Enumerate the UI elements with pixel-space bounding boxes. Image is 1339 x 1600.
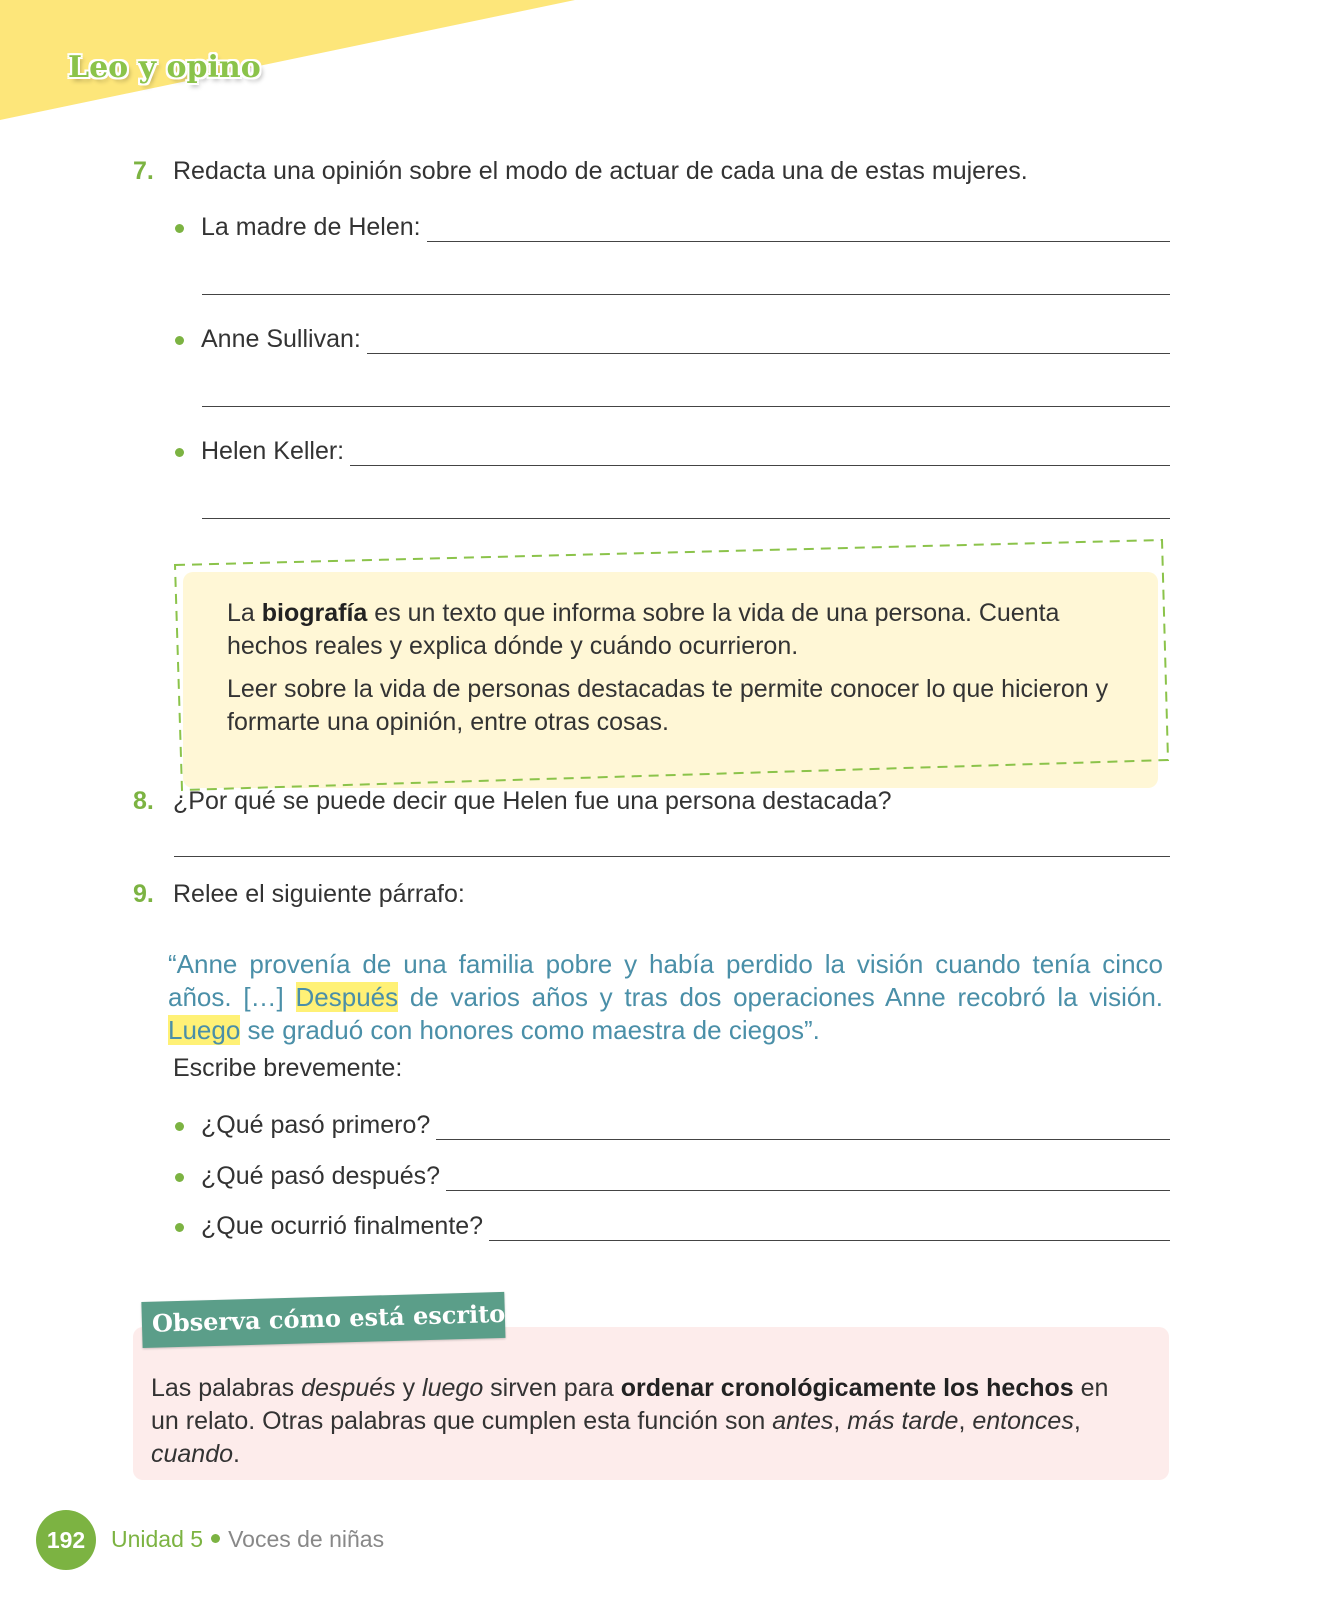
- info-paragraph-1: [227, 597, 1137, 663]
- observa-example-word: entonces: [972, 1407, 1074, 1435]
- question-number: 9.: [133, 880, 154, 908]
- info-text: es un texto que informa sobre la vida de una persona. Cuenta hechos reales y explica dónde y cuándo ocurrieron.: [227, 599, 1060, 660]
- answer-label: ¿Qué pasó primero?: [201, 1111, 431, 1139]
- quote-text: de varios años y tras dos operaciones Anne recobró la visión.: [398, 982, 1164, 1012]
- answer-label: Anne Sullivan:: [201, 325, 361, 353]
- page-number: 192: [36, 1510, 96, 1570]
- observa-fragment: ,: [833, 1407, 848, 1435]
- bullet-icon: [175, 1223, 184, 1232]
- footer-unit-title: [111, 1526, 384, 1553]
- answer-row-despues: [175, 1161, 1170, 1191]
- question-prompt: ¿Por qué se puede decir que Helen fue una persona destacada?: [173, 787, 892, 815]
- footer-title: Voces de niñas: [228, 1526, 385, 1552]
- question-number: 8.: [133, 787, 154, 815]
- observa-text: [151, 1372, 1141, 1471]
- observa-fragment: ,: [958, 1407, 973, 1435]
- footer-separator-icon: [211, 1534, 220, 1543]
- answer-line[interactable]: [489, 1216, 1170, 1241]
- observa-keyword: ordenar cronológicamente los hechos: [620, 1374, 1074, 1402]
- info-paragraph-2: Leer sobre la vida de personas destacadas te permite conocer lo que hicieron y formarte una opinión, entre otras cosas.: [227, 675, 1109, 736]
- info-keyword: biografía: [261, 599, 368, 627]
- question-prompt: Relee el siguiente párrafo:: [173, 880, 465, 908]
- observa-fragment: en un relato. Otras palabras que cumplen esta función son: [151, 1374, 1109, 1435]
- footer-unit: Unidad 5: [111, 1526, 204, 1552]
- answer-label: ¿Qué pasó después?: [201, 1162, 441, 1190]
- info-text: La: [227, 599, 262, 627]
- highlighted-word: Luego: [168, 1015, 241, 1045]
- question-number: 7.: [133, 157, 154, 185]
- answer-line[interactable]: [174, 856, 1170, 857]
- question-9: [133, 880, 465, 909]
- answer-label: La madre de Helen:: [201, 213, 421, 241]
- highlighted-word: Después: [295, 982, 399, 1012]
- answer-label: Helen Keller:: [201, 437, 345, 465]
- instruction-text: Escribe brevemente:: [173, 1054, 403, 1082]
- observa-tag-label: Observa cómo está escrito: [151, 1298, 506, 1338]
- observa-example-word: cuando: [151, 1440, 234, 1468]
- observa-fragment: ,: [1073, 1407, 1081, 1435]
- observa-example-word: más tarde: [847, 1407, 959, 1435]
- observa-fragment: y: [395, 1374, 423, 1402]
- question-prompt: Redacta una opinión sobre el modo de actuar de cada una de estas mujeres.: [173, 157, 1028, 185]
- quote-paragraph: [168, 948, 1163, 1047]
- observa-fragment: sirven para: [483, 1374, 621, 1402]
- answer-line[interactable]: [436, 1115, 1170, 1140]
- bullet-icon: [175, 1173, 184, 1182]
- observa-fragment: Las palabras: [151, 1374, 302, 1402]
- observa-example-word: luego: [422, 1374, 484, 1402]
- question-8: [133, 787, 892, 816]
- answer-row-primero: [175, 1110, 1170, 1140]
- quote-text: se graduó con honores como maestra de ciegos”.: [240, 1015, 820, 1045]
- section-title: Leo y opino: [68, 50, 261, 85]
- answer-line[interactable]: [446, 1166, 1170, 1191]
- answer-row-finalmente: [175, 1211, 1170, 1241]
- answer-label: ¿Que ocurrió finalmente?: [201, 1212, 484, 1240]
- observa-example-word: antes: [772, 1407, 834, 1435]
- quote-text: “Anne provenía de una familia pobre y había perdido la visión cuando tenía cinco años. […]: [168, 949, 1163, 1012]
- observa-example-word: después: [301, 1374, 396, 1402]
- bullet-icon: [175, 1122, 184, 1131]
- observa-fragment: .: [233, 1440, 240, 1468]
